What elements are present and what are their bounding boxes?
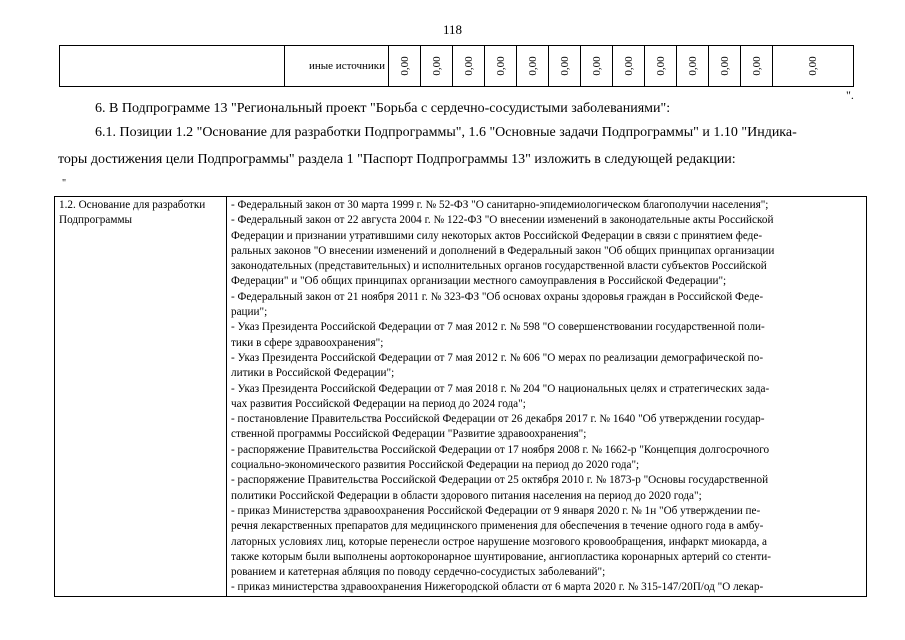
list-item: - Указ Президента Российской Федерации от 7 мая 2012 г. № 598 "О совершенствовании государственной поли- (231, 321, 765, 334)
value-cell: 0,00 (421, 46, 453, 87)
list-item: законодательных (представительных) и исполнительных органов государственной власти субъектов Российской (231, 260, 767, 273)
value-cell: 0,00 (709, 46, 741, 87)
list-item: тики в сфере здравоохранения"; (231, 336, 384, 349)
list-item: речня лекарственных препаратов для медицинского применения для обеспечения в течение одного года в амбу- (231, 520, 764, 533)
table-row (55, 197, 867, 597)
value-cell: 0,00 (741, 46, 773, 87)
list-item: - Указ Президента Российской Федерации от 7 мая 2012 г. № 606 "О мерах по реализации демографической по- (231, 351, 764, 364)
closing-quote: ". (846, 88, 854, 102)
value-cell: 0,00 (485, 46, 517, 87)
list-item: чах развития Российской Федерации на период до 2024 года"; (231, 397, 526, 410)
value-cell: 0,00 (389, 46, 421, 87)
list-item: литики в Российской Федерации"; (231, 367, 395, 380)
row-label: иные источники (285, 46, 389, 87)
list-item: Федерации" и "Об общих принципах организации местного самоуправления в Российской Федерации"; (231, 275, 727, 288)
value-cell: 0,00 (581, 46, 613, 87)
value-cell: 0,00 (677, 46, 709, 87)
list-item: Федерации и признании утратившими силу некоторых актов Российской Федерации в связи с принятием феде- (231, 229, 763, 242)
value-cell: 0,00 (549, 46, 581, 87)
passport-table (54, 196, 867, 597)
paragraph-6-1-cont: торы достижения цели Подпрограммы" раздела 1 "Паспорт Подпрограммы 13" изложить в следующей редакции: (58, 152, 736, 167)
list-item: - Указ Президента Российской Федерации от 7 мая 2018 г. № 204 "О национальных целях и стратегических задa- (231, 382, 770, 395)
list-item: ственной программы Российской Федерации "Развитие здравоохранения"; (231, 428, 587, 441)
list-item: - Федеральный закон от 30 марта 1999 г. № 52-ФЗ "О санитарно-эпидемиологическом благополучии населения"; (231, 199, 769, 211)
row-label: 1.2. Основание для разработки Подпрограммы (55, 197, 227, 597)
list-item: - распоряжение Правительства Российской Федерации от 25 октября 2010 г. № 1873-р "Основы государственной (231, 474, 769, 487)
list-item: рованием и катетерная абляция по поводу сердечно-сосудистых заболеваний"; (231, 566, 606, 579)
empty-cell (60, 46, 285, 87)
list-item: - Федеральный закон от 22 августа 2004 г. № 122-ФЗ "О внесении изменений в законодательные акты Российской (231, 214, 774, 227)
list-item: социально-экономического развития Российской Федерации на период до 2020 года"; (231, 459, 640, 472)
value-cell: 0,00 (645, 46, 677, 87)
list-item: - Федеральный закон от 21 ноября 2011 г. № 323-ФЗ "Об основах охраны здоровья граждан в Российской Феде- (231, 290, 764, 303)
list-item: также которым были выполнены аортокоронарное шунтирование, ангиопластика коронарных артерий со стенти- (231, 550, 771, 563)
opening-quote: " (62, 178, 67, 189)
table-row (60, 46, 854, 87)
list-item: рации"; (231, 306, 268, 319)
list-item: - приказ Министерства здравоохранения Российской Федерации от 9 января 2020 г. № 1н "Об утверждении пе- (231, 504, 761, 517)
value-cell: 0,00 (517, 46, 549, 87)
value-cell: 0,00 (613, 46, 645, 87)
paragraph-6: 6. В Подпрограмме 13 "Региональный проект "Борьба с сердечно-сосудистыми заболеваниями": (95, 101, 671, 116)
paragraph-6-1: 6.1. Позиции 1.2 "Основание для разработки Подпрограммы", 1.6 "Основные задачи Подпрограммы" и 1.10 "Индика- (95, 125, 797, 140)
list-item: - распоряжение Правительства Российской Федерации от 17 ноября 2008 г. № 1662-р "Концепция долгосрочного (231, 443, 770, 456)
list-item: - постановление Правительства Российской Федерации от 26 декабря 2017 г. № 1640 "Об утверждении государ- (231, 413, 765, 426)
list-item: ральных законов "О внесении изменений и дополнений в Федеральный закон "Об общих принципах организации (231, 244, 775, 257)
page-number: 118 (442, 22, 463, 37)
funding-table-fragment (59, 45, 854, 87)
value-cell: 0,00 (453, 46, 485, 87)
list-item: - приказ министерства здравоохранения Нижегородской области от 6 марта 2020 г. № 315-147/20П/од "О лекар- (231, 581, 764, 594)
row-content (227, 197, 867, 597)
list-item: латорных условиях лиц, которые перенесли острое нарушение мозгового кровообращения, инфаркт миокарда, а (231, 535, 767, 548)
value-cell: 0,00 (773, 46, 854, 87)
list-item: политики Российской Федерации в области здорового питания населения на период до 2020 года"; (231, 489, 702, 502)
